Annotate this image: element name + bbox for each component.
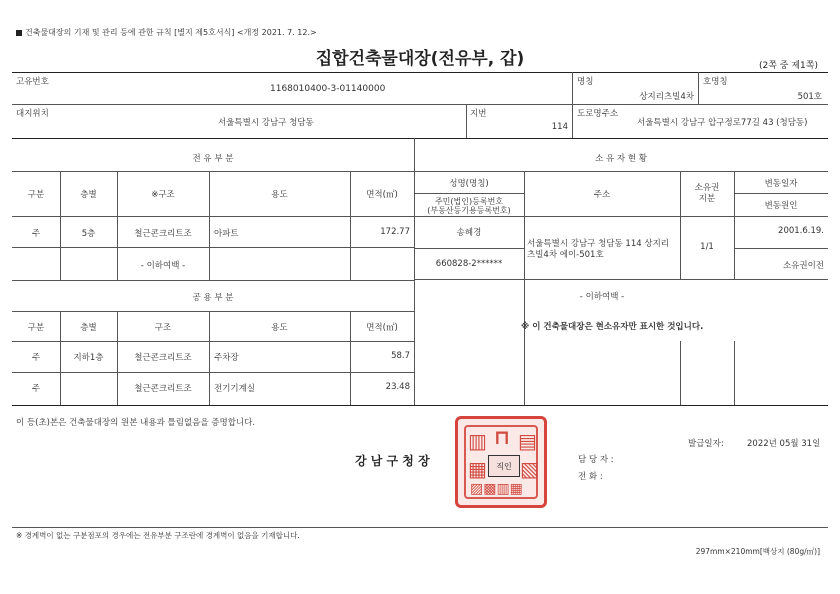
site-label: 대지위치 xyxy=(16,109,49,119)
info-vline-3 xyxy=(466,104,467,138)
excl-header-floor: 층별 xyxy=(80,190,97,200)
owner-share: 1/1 xyxy=(700,242,714,252)
owner-change-reason-header: 변동원인 xyxy=(764,201,798,211)
excl-row-gubun: 주 xyxy=(31,229,41,239)
common-row2-gubun: 주 xyxy=(31,384,41,394)
info-row-divider xyxy=(12,104,828,105)
issue-date: 2022년 05월 31일 xyxy=(747,439,821,449)
info-vline-2 xyxy=(698,72,699,104)
form-regulation-note xyxy=(16,27,317,38)
common-row2-structure: 철근콘크리트조 xyxy=(134,384,192,394)
hline-owner-name xyxy=(414,248,524,249)
seal-glyph-3: ▤ xyxy=(518,429,537,453)
owner-blank: - 이하여백 - xyxy=(579,292,625,302)
lot-value: 114 xyxy=(551,122,568,132)
id-label: 고유번호 xyxy=(16,77,49,87)
hline-common-header xyxy=(12,341,414,342)
excl-header-gubun: 구분 xyxy=(27,190,45,200)
frame-top xyxy=(12,72,828,73)
id-value: 1168010400-3-01140000 xyxy=(270,84,386,94)
unit-label: 호명칭 xyxy=(703,77,728,87)
info-bottom xyxy=(12,138,828,139)
common-row2-use: 전기기계실 xyxy=(214,384,256,394)
common-row1-gubun: 주 xyxy=(31,353,41,363)
seal-glyph-6: ▨▩▥▦ xyxy=(470,481,523,497)
owner-notice: ※ 이 건축물대장은 현소유자만 표시한 것입니다. xyxy=(521,322,704,332)
paper-spec: 297mm×210mm[백상지 (80g/㎡)] xyxy=(695,547,820,556)
common-header-use: 용도 xyxy=(271,323,288,333)
seal-glyph-1: ▥ xyxy=(468,429,487,453)
excl-blank: - 이하여백 - xyxy=(140,261,186,271)
common-header-gubun: 구분 xyxy=(27,323,45,333)
vline-owner-1 xyxy=(524,171,525,405)
unit-value: 501호 xyxy=(797,92,822,102)
hline-change-split xyxy=(734,193,828,194)
name-value: 상지리츠빌4차 xyxy=(639,92,694,102)
phone-label: 전 화 : xyxy=(578,472,603,482)
excl-row-area: 172.77 xyxy=(380,227,410,237)
hline-name-split xyxy=(414,193,524,194)
common-header-floor: 층별 xyxy=(80,323,97,333)
seal-glyph-5: ▧ xyxy=(520,457,539,481)
excl-row-floor: 5층 xyxy=(81,229,96,239)
road-value: 서울특별시 강남구 압구정로77길 43 (청담동) xyxy=(637,118,808,128)
owner-change-date-header: 변동일자 xyxy=(764,179,798,189)
info-vline-1 xyxy=(572,72,573,138)
footer-line xyxy=(12,527,828,528)
road-label: 도로명주소 xyxy=(577,109,619,119)
hline-excl-row1 xyxy=(12,247,414,248)
common-row1-area: 58.7 xyxy=(391,351,410,361)
vline-owner-lower-3 xyxy=(734,341,735,405)
common-row2-area: 23.48 xyxy=(385,382,410,392)
officer-label: 담 당 자 : xyxy=(578,455,614,465)
hline-owner-date xyxy=(734,248,828,249)
seal-glyph-4: ▦ xyxy=(468,457,487,481)
excl-row-structure: 철근콘크리트조 xyxy=(134,229,192,239)
page-info: (2쪽 중 제1쪽) xyxy=(759,61,818,71)
seal-label: 직인 xyxy=(488,455,520,477)
owner-addr-header: 주소 xyxy=(593,190,611,200)
owner-share-header-2: 지분 xyxy=(698,194,716,204)
owner-section-title: 소 유 자 현 황 xyxy=(595,154,647,164)
owner-reg-header-2: (부동산등기용등록번호) xyxy=(427,206,511,215)
common-header-structure: 구조 xyxy=(154,323,172,333)
hline-common-row1 xyxy=(12,372,414,373)
hline-section-header xyxy=(12,171,828,172)
page-title: 집합건축물대장(전유부, 갑) xyxy=(315,49,525,69)
official-seal-stamp xyxy=(455,416,547,508)
hline-owner-header xyxy=(414,216,828,217)
excl-header-area: 면적(㎡) xyxy=(366,190,398,200)
owner-reg-header-1: 주민(법인)등록번호 xyxy=(434,197,504,206)
certify-statement: 이 등(초)본은 건축물대장의 원본 내용과 틀림없음을 증명합니다. xyxy=(16,418,256,428)
excl-row-use: 아파트 xyxy=(214,229,239,239)
owner-change-date: 2001.6.19. xyxy=(778,226,824,236)
owner-share-header-1: 소유권 xyxy=(694,183,720,193)
owner-addr-line-2: 츠빌4차 에이-501호 xyxy=(527,250,604,260)
site-value: 서울특별시 강남구 청담동 xyxy=(218,118,314,128)
hline-common-section xyxy=(12,311,414,312)
owner-name: 송혜경 xyxy=(456,228,482,238)
excl-header-use: 용도 xyxy=(271,190,288,200)
common-header-area: 면적(㎡) xyxy=(366,323,398,333)
hline-owner-bottom xyxy=(414,279,828,280)
exclusive-section-title: 전 유 부 분 xyxy=(192,154,234,164)
regulation-text: 건축물대장의 기재 및 관리 등에 관한 규칙 [별지 제5호서식] <개정 2021. 7. 12.> xyxy=(25,28,317,37)
footer-note: ※ 경계벽이 없는 구분점포의 경우에는 전유부분 구조란에 경계벽이 없음을 기재합니다. xyxy=(16,531,300,540)
owner-name-header: 성명(명칭) xyxy=(449,179,489,189)
hline-excl-bottom xyxy=(12,280,414,281)
owner-reg-no: 660828-2****** xyxy=(435,259,503,269)
frame-bottom xyxy=(12,405,828,406)
issuer-name: 강 남 구 청 장 xyxy=(355,454,430,468)
hline-excl-header xyxy=(12,216,414,217)
common-row1-use: 주차장 xyxy=(214,353,239,363)
common-row1-structure: 철근콘크리트조 xyxy=(134,353,192,363)
excl-header-structure: ※구조 xyxy=(151,190,175,200)
square-bullet-icon xyxy=(16,30,22,36)
common-row1-floor: 지하1층 xyxy=(73,353,104,363)
common-section-title: 공 용 부 분 xyxy=(192,293,234,303)
owner-change-reason: 소유권이전 xyxy=(782,261,824,271)
seal-glyph-2: ⊓ xyxy=(494,425,510,449)
vline-owner-lower-2 xyxy=(680,341,681,405)
lot-label: 지번 xyxy=(470,109,487,119)
owner-addr-line-1: 서울특별시 강남구 청담동 114 상지리 xyxy=(527,239,669,249)
name-label: 명칭 xyxy=(577,77,594,87)
issue-label: 발급일자: xyxy=(688,439,724,449)
